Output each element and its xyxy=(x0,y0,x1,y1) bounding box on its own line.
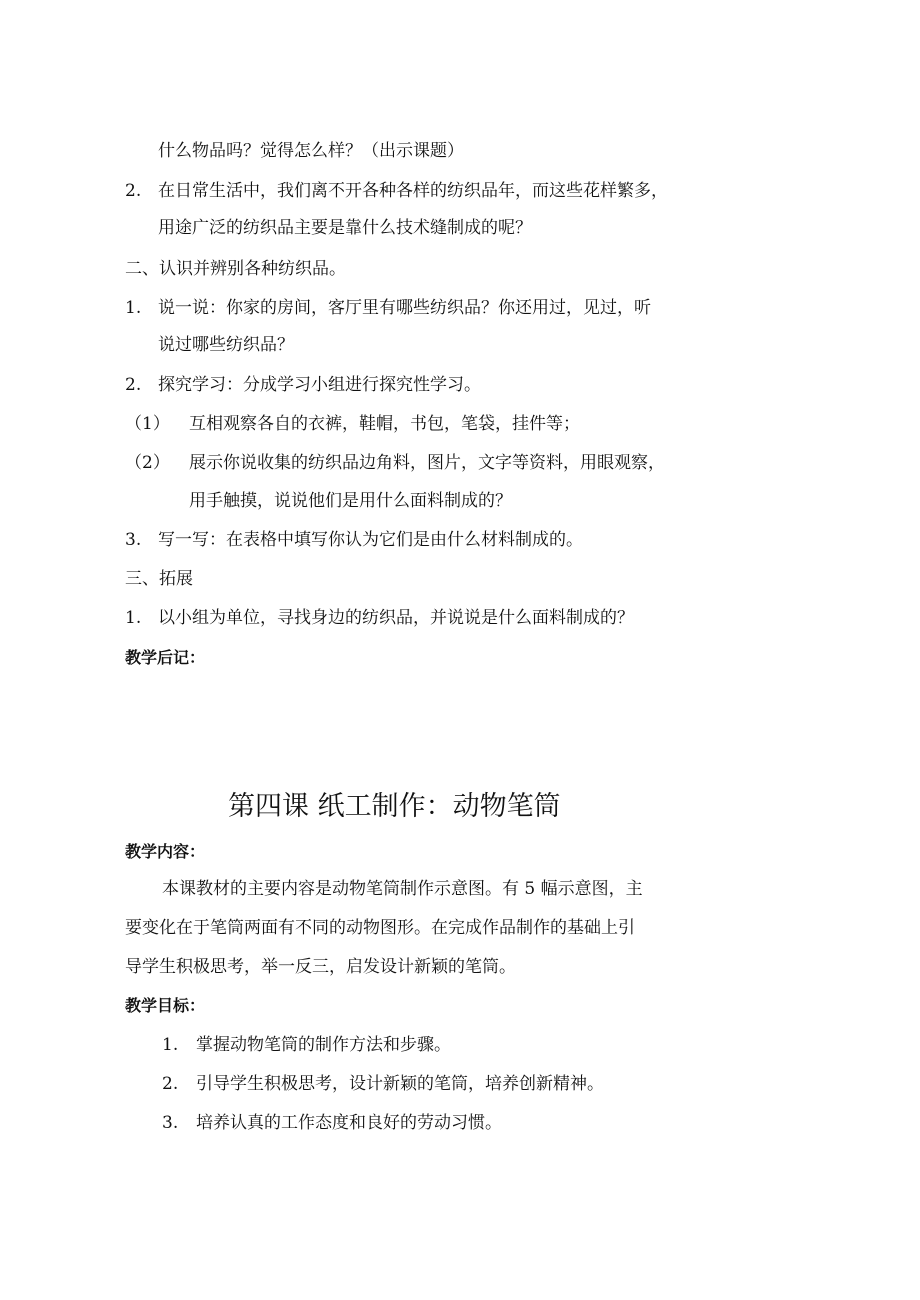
content-heading: 教学内容： xyxy=(125,842,206,861)
list-number: 3. xyxy=(125,530,142,550)
goal-number: 3. xyxy=(162,1113,179,1133)
goal-number: 1. xyxy=(162,1035,179,1055)
goal-number: 2. xyxy=(162,1074,179,1094)
text-line: 用手触摸，说说他们是用什么面料制成的？ xyxy=(189,491,512,511)
list-number: 1. xyxy=(125,298,142,318)
goals-heading: 教学目标： xyxy=(125,996,206,1015)
goal-item: 掌握动物笔筒的制作方法和步骤。 xyxy=(196,1035,451,1055)
text-line: 写一写：在表格中填写你认为它们是由什么材料制成的。 xyxy=(158,530,583,550)
list-number: 1. xyxy=(125,608,142,628)
section-heading: 三、拓展 xyxy=(125,569,193,589)
sub-list-number: （1） xyxy=(125,414,170,434)
sub-list-number: （2） xyxy=(125,453,170,473)
section-heading: 二、认识并辨别各种纺织品。 xyxy=(125,259,346,279)
text-line: 导学生积极思考，举一反三，启发设计新颖的笔筒。 xyxy=(125,957,516,977)
goal-item: 引导学生积极思考，设计新颖的笔筒，培养创新精神。 xyxy=(196,1074,604,1094)
text-line: 要变化在于笔筒两面有不同的动物图形。在完成作品制作的基础上引 xyxy=(125,918,635,938)
text-line: 互相观察各自的衣裤，鞋帽，书包，笔袋，挂件等； xyxy=(189,414,580,434)
text-line: 在日常生活中，我们离不开各种各样的纺织品年，而这些花样繁多， xyxy=(158,181,668,201)
text-line: 展示你说收集的纺织品边角料，图片，文字等资料，用眼观察， xyxy=(189,453,665,473)
postscript-heading: 教学后记： xyxy=(125,648,206,667)
text-line: 本课教材的主要内容是动物笔筒制作示意图。有 5 幅示意图，主 xyxy=(162,879,643,899)
list-number: 2. xyxy=(125,375,142,395)
text-line: 以小组为单位，寻找身边的纺织品，并说说是什么面料制成的？ xyxy=(158,608,634,628)
text-line: 说过哪些纺织品？ xyxy=(158,335,294,355)
text-line: 说一说：你家的房间，客厅里有哪些纺织品？你还用过，见过，听 xyxy=(158,298,651,318)
goal-item: 培养认真的工作态度和良好的劳动习惯。 xyxy=(196,1113,502,1133)
text-line: 什么物品吗？觉得怎么样？（出示课题） xyxy=(158,141,464,161)
text-line: 探究学习：分成学习小组进行探究性学习。 xyxy=(158,375,481,395)
text-line: 用途广泛的纺织品主要是靠什么技术缝制成的呢？ xyxy=(158,218,532,238)
list-number: 2. xyxy=(125,181,142,201)
lesson-title: 第四课 纸工制作：动物笔筒 xyxy=(228,791,561,822)
